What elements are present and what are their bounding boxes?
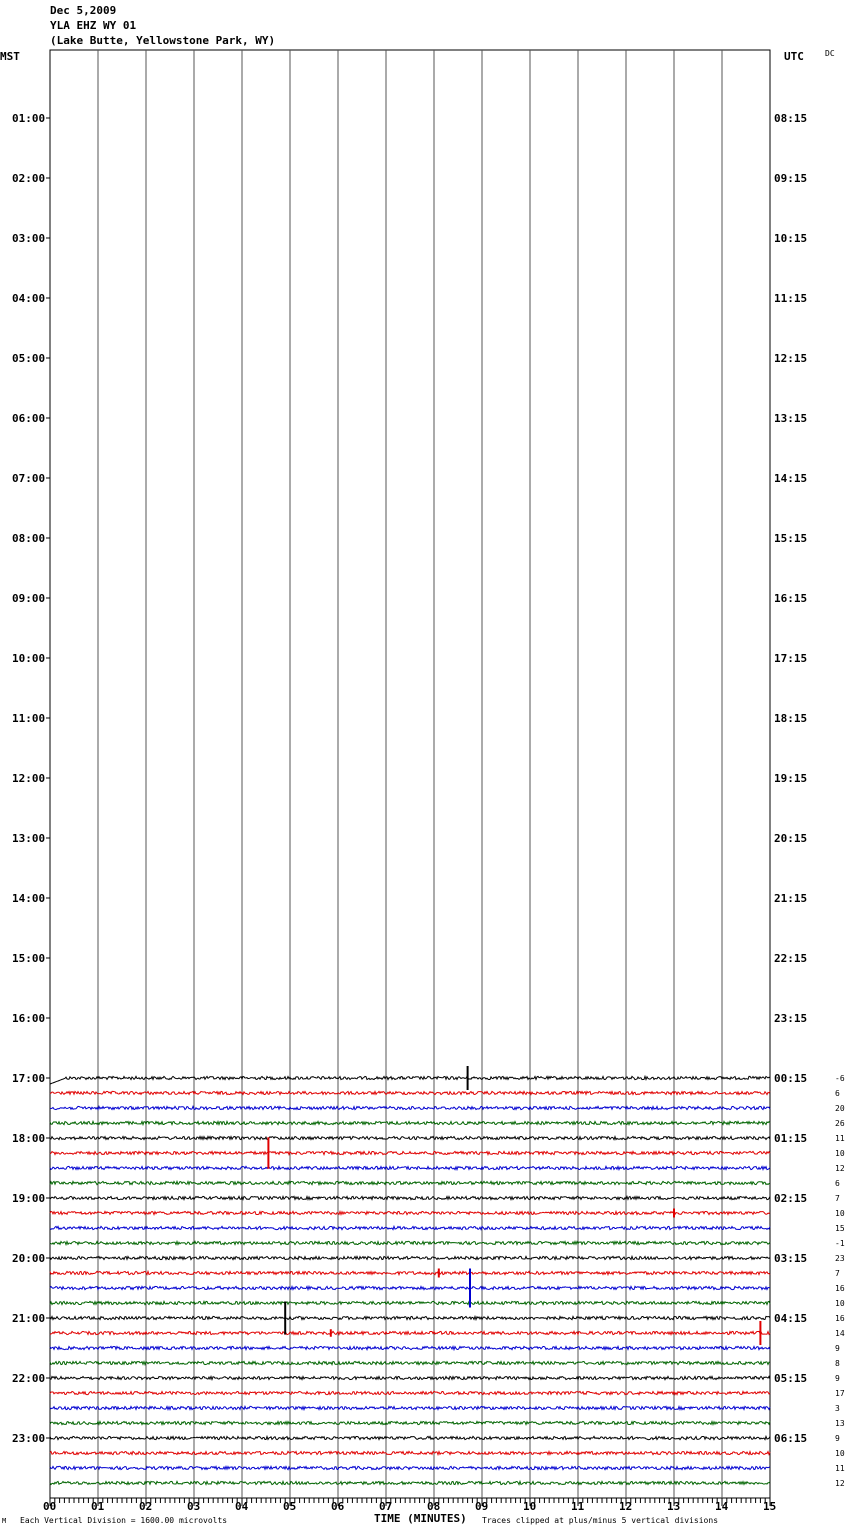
seismic-trace [50,1451,770,1454]
x-tick-label: 00 [43,1500,57,1513]
seismic-trace [50,1181,770,1184]
seismic-trace [50,1406,770,1409]
trace-offset-label: 12 [835,1479,845,1488]
footer-scale-note: Each Vertical Division = 1600.00 microvolts [20,1516,228,1525]
trace-offset-label: 20 [835,1104,845,1113]
seismic-trace [50,1436,770,1439]
x-tick-label: 06 [331,1500,345,1513]
seismic-trace [50,1316,770,1319]
x-tick-label: 01 [91,1500,105,1513]
trace-offset-label: 15 [835,1224,845,1233]
left-hour-label: 01:00 [12,112,46,125]
right-hour-label: 18:15 [774,712,808,725]
trace-offset-label: 10 [835,1449,845,1458]
left-hour-label: 16:00 [12,1012,46,1025]
trace-offset-label: 7 [835,1194,840,1203]
trace-offset-label: 11 [835,1134,845,1143]
right-hour-label: 13:15 [774,412,808,425]
trace-offset-label: 9 [835,1344,840,1353]
right-hour-label: 01:15 [774,1132,808,1145]
trace-offset-label: 9 [835,1374,840,1383]
trace-offset-label: 16 [835,1284,845,1293]
right-hour-label: 05:15 [774,1372,808,1385]
x-tick-label: 15 [763,1500,777,1513]
seismic-trace [50,1091,770,1094]
seismic-trace [50,1076,770,1084]
date-label: Dec 5,2009 [50,4,117,17]
seismic-trace [50,1421,770,1424]
grid-lines [50,50,770,1498]
left-hour-label: 08:00 [12,532,46,545]
left-hour-label: 02:00 [12,172,46,185]
seismic-trace [50,1361,770,1364]
left-hour-label: 07:00 [12,472,46,485]
seismic-trace [50,1346,770,1349]
right-hour-label: 08:15 [774,112,808,125]
trace-offset-label: 7 [835,1269,840,1278]
left-hour-label: 13:00 [12,832,46,845]
seismic-trace [50,1136,770,1139]
time-axis [46,118,770,1506]
right-hour-label: 00:15 [774,1072,808,1085]
right-hour-label: 04:15 [774,1312,808,1325]
left-hour-label: 03:00 [12,232,46,245]
seismic-trace [50,1481,770,1484]
seismic-trace [50,1196,770,1199]
seismic-trace [50,1106,770,1109]
x-tick-label: 12 [619,1500,633,1513]
trace-offset-label: 9 [835,1434,840,1443]
corner-mark: M [2,1517,7,1525]
trace-offset-label: 10 [835,1299,845,1308]
right-hour-label: 14:15 [774,472,808,485]
right-hour-label: 23:15 [774,1012,808,1025]
right-hour-label: 09:15 [774,172,808,185]
right-timezone-label: UTC [784,50,804,63]
right-hour-label: 02:15 [774,1192,808,1205]
trace-layer [50,1066,770,1485]
left-hour-label: 10:00 [12,652,46,665]
seismic-trace [50,1166,770,1169]
trace-offset-label: 26 [835,1119,845,1128]
left-hour-label: 17:00 [12,1072,46,1085]
trace-offset-label: 11 [835,1464,845,1473]
location-label: (Lake Butte, Yellowstone Park, WY) [50,34,276,47]
station-label: YLA EHZ WY 01 [50,19,137,32]
trace-offset-label: 12 [835,1164,845,1173]
seismic-trace [50,1241,770,1244]
x-tick-label: 14 [715,1500,729,1513]
left-hour-label: 20:00 [12,1252,46,1265]
seismic-trace [50,1271,770,1274]
left-hour-label: 22:00 [12,1372,46,1385]
x-tick-label: 11 [571,1500,585,1513]
left-hour-label: 04:00 [12,292,46,305]
left-hour-label: 18:00 [12,1132,46,1145]
left-hour-label: 23:00 [12,1432,46,1445]
seismic-trace [50,1151,770,1154]
x-tick-label: 13 [667,1500,681,1513]
corner-tag: DC [825,49,835,58]
right-hour-label: 10:15 [774,232,808,245]
trace-offset-label: 3 [835,1404,840,1413]
trace-offset-label: 6 [835,1089,840,1098]
footer-clip-note: Traces clipped at plus/minus 5 vertical divisions [482,1516,719,1525]
right-hour-label: 21:15 [774,892,808,905]
x-tick-label: 05 [283,1500,297,1513]
right-hour-label: 16:15 [774,592,808,605]
right-hour-label: 11:15 [774,292,808,305]
left-hour-label: 05:00 [12,352,46,365]
left-hour-label: 06:00 [12,412,46,425]
trace-offset-label: 14 [835,1329,845,1338]
trace-offset-label: 13 [835,1419,845,1428]
right-hour-label: 20:15 [774,832,808,845]
right-hour-label: 15:15 [774,532,808,545]
seismic-trace [50,1391,770,1394]
left-hour-label: 19:00 [12,1192,46,1205]
x-tick-label: 10 [523,1500,537,1513]
seismic-trace [50,1331,770,1334]
left-hour-label: 09:00 [12,592,46,605]
x-tick-label: 02 [139,1500,153,1513]
left-hour-label: 21:00 [12,1312,46,1325]
seismic-trace [50,1226,770,1229]
left-timezone-label: MST [0,50,20,63]
left-hour-label: 12:00 [12,772,46,785]
plot-frame [50,50,770,1498]
trace-offset-label: 10 [835,1149,845,1158]
trace-offset-label: 17 [835,1389,845,1398]
seismic-trace [50,1211,770,1214]
right-hour-label: 17:15 [774,652,808,665]
seismic-trace [50,1121,770,1124]
trace-offset-label: 10 [835,1209,845,1218]
right-hour-label: 19:15 [774,772,808,785]
right-hour-label: 03:15 [774,1252,808,1265]
x-tick-label: 03 [187,1500,201,1513]
trace-offset-label: 23 [835,1254,845,1263]
left-hour-label: 15:00 [12,952,46,965]
x-tick-label: 08 [427,1500,441,1513]
left-hour-label: 11:00 [12,712,46,725]
seismic-trace [50,1466,770,1469]
right-hour-label: 06:15 [774,1432,808,1445]
seismic-trace [50,1301,770,1304]
x-tick-label: 04 [235,1500,249,1513]
x-axis-title: TIME (MINUTES) [374,1512,467,1525]
x-tick-label: 07 [379,1500,393,1513]
trace-offset-label: 6 [835,1179,840,1188]
x-tick-label: 09 [475,1500,489,1513]
trace-offset-label: 16 [835,1314,845,1323]
seismic-trace [50,1286,770,1289]
trace-offset-label: -6 [835,1074,845,1083]
seismic-trace [50,1376,770,1379]
left-hour-label: 14:00 [12,892,46,905]
trace-offset-label: 8 [835,1359,840,1368]
right-hour-label: 22:15 [774,952,808,965]
seismic-trace [50,1256,770,1259]
trace-offset-label: -1 [835,1239,845,1248]
right-hour-label: 12:15 [774,352,808,365]
